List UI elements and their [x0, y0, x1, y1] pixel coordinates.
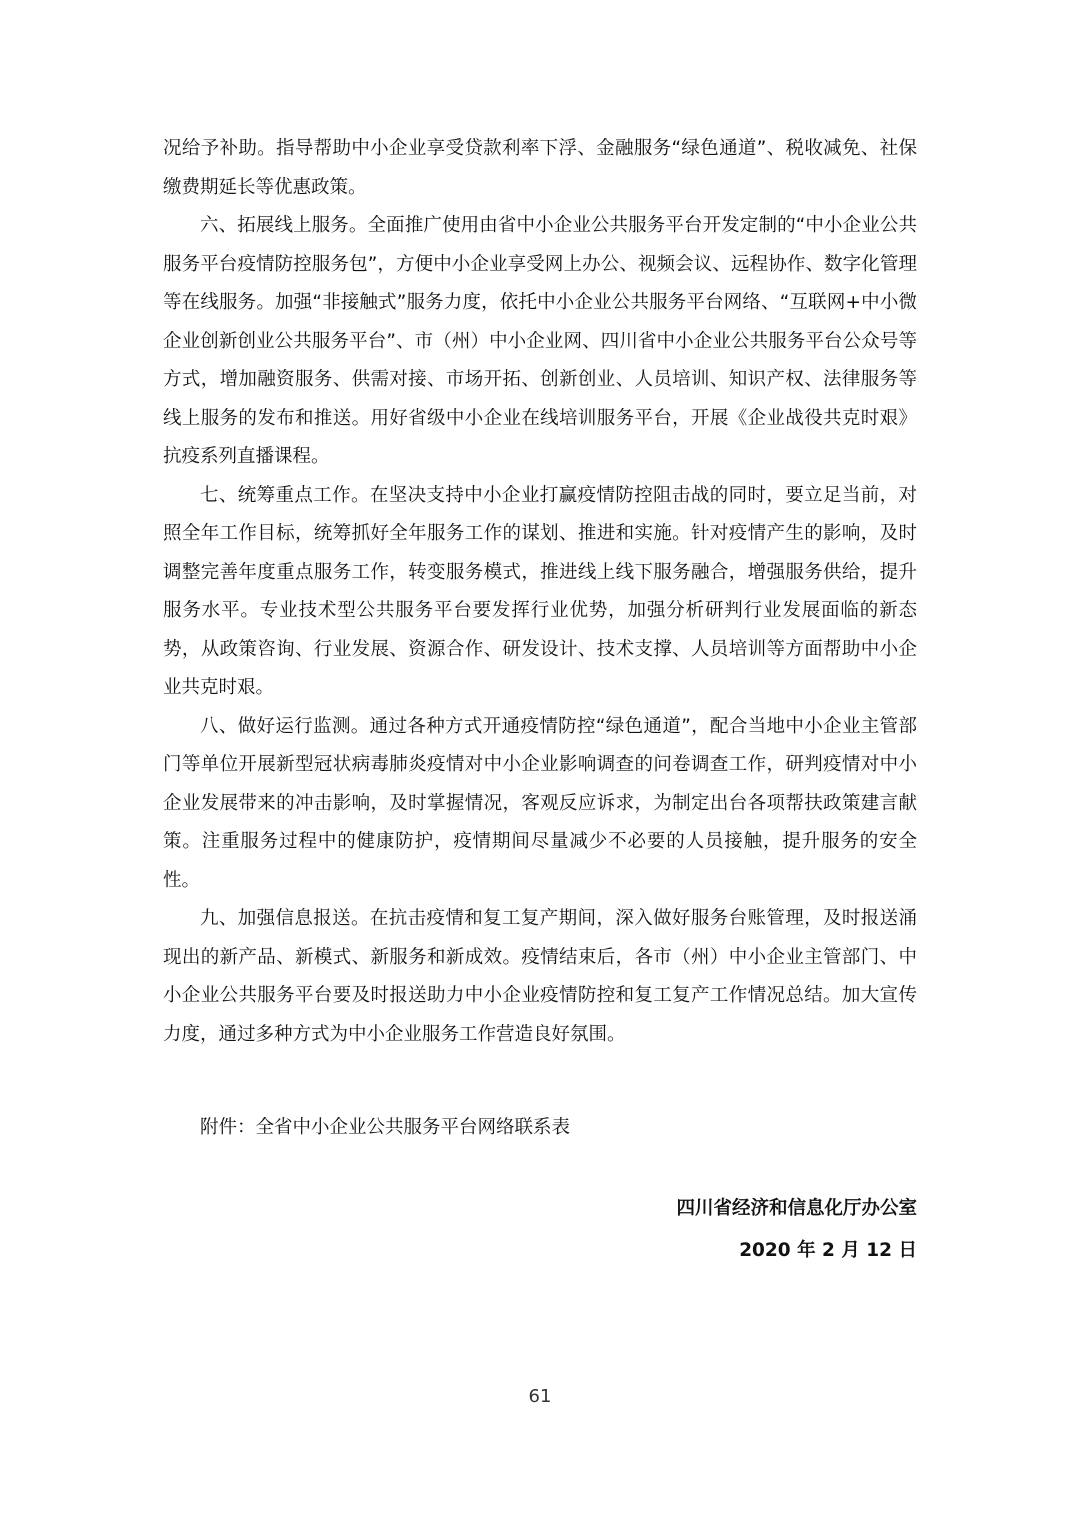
paragraph-continuation: 况给予补助。指导帮助中小企业享受贷款利率下浮、金融服务“绿色通道”、税收减免、社保缴费期延长等优惠政策。: [163, 138, 917, 198]
paragraph-section-8: 八、做好运行监测。通过各种方式开通疫情防控“绿色通道”，配合当地中小企业主管部门等单位开展新型冠状病毒肺炎疫情对中小企业影响调查的问卷调查工作，研判疫情对中小企业发展带来的冲击影响，及时掌握情况，客观反应诉求，为制定出台各项帮扶政策建言献策。注重服务过程中的健康防护，疫情期间尽量减少不必要的人员接触，提升服务的安全性。: [163, 715, 917, 891]
signature-block: [676, 1188, 917, 1272]
paragraph-section-9: 九、加强信息报送。在抗击疫情和复工复产期间，深入做好服务台账管理，及时报送涌现出的新产品、新模式、新服务和新成效。疫情结束后，各市（州）中小企业主管部门、中小企业公共服务平台要及时报送助力中小企业疫情防控和复工复产工作情况总结。加大宣传力度，通过多种方式为中小企业服务工作营造良好氛围。: [163, 908, 917, 1045]
signature-organization: 四川省经济和信息化厅办公室: [676, 1198, 917, 1219]
paragraph-section-6: 六、拓展线上服务。全面推广使用由省中小企业公共服务平台开发定制的“中小企业公共服务平台疫情防控服务包”，方便中小企业享受网上办公、视频会议、远程协作、数字化管理等在线服务。加强“非接触式”服务力度，依托中小企业公共服务平台网络、“互联网+中小微企业创新创业公共服务平台”、市（州）中小企业网、四川省中小企业公共服务平台公众号等方式，增加融资服务、供需对接、市场开拓、创新创业、人员培训、知识产权、法律服务等线上服务的发布和推送。用好省级中小企业在线培训服务平台，开展《企业战役共克时艰》抗疫系列直播课程。: [163, 215, 917, 467]
page-number: 61: [528, 1386, 552, 1407]
signature-date: 2020 年 2 月 12 日: [739, 1240, 917, 1261]
attachment-note: 附件：全省中小企业公共服务平台网络联系表: [200, 1117, 571, 1138]
paragraph-section-7: 七、统筹重点工作。在坚决支持中小企业打赢疫情防控阻击战的同时，要立足当前，对照全年工作目标，统筹抓好全年服务工作的谋划、推进和实施。针对疫情产生的影响，及时调整完善年度重点服务工作，转变服务模式，推进线上线下服务融合，增强服务供给，提升服务水平。专业技术型公共服务平台要发挥行业优势，加强分析研判行业发展面临的新态势，从政策咨询、行业发展、资源合作、研发设计、技术支撑、人员培训等方面帮助中小企业共克时艰。: [163, 484, 917, 698]
document-body: [163, 130, 917, 1054]
